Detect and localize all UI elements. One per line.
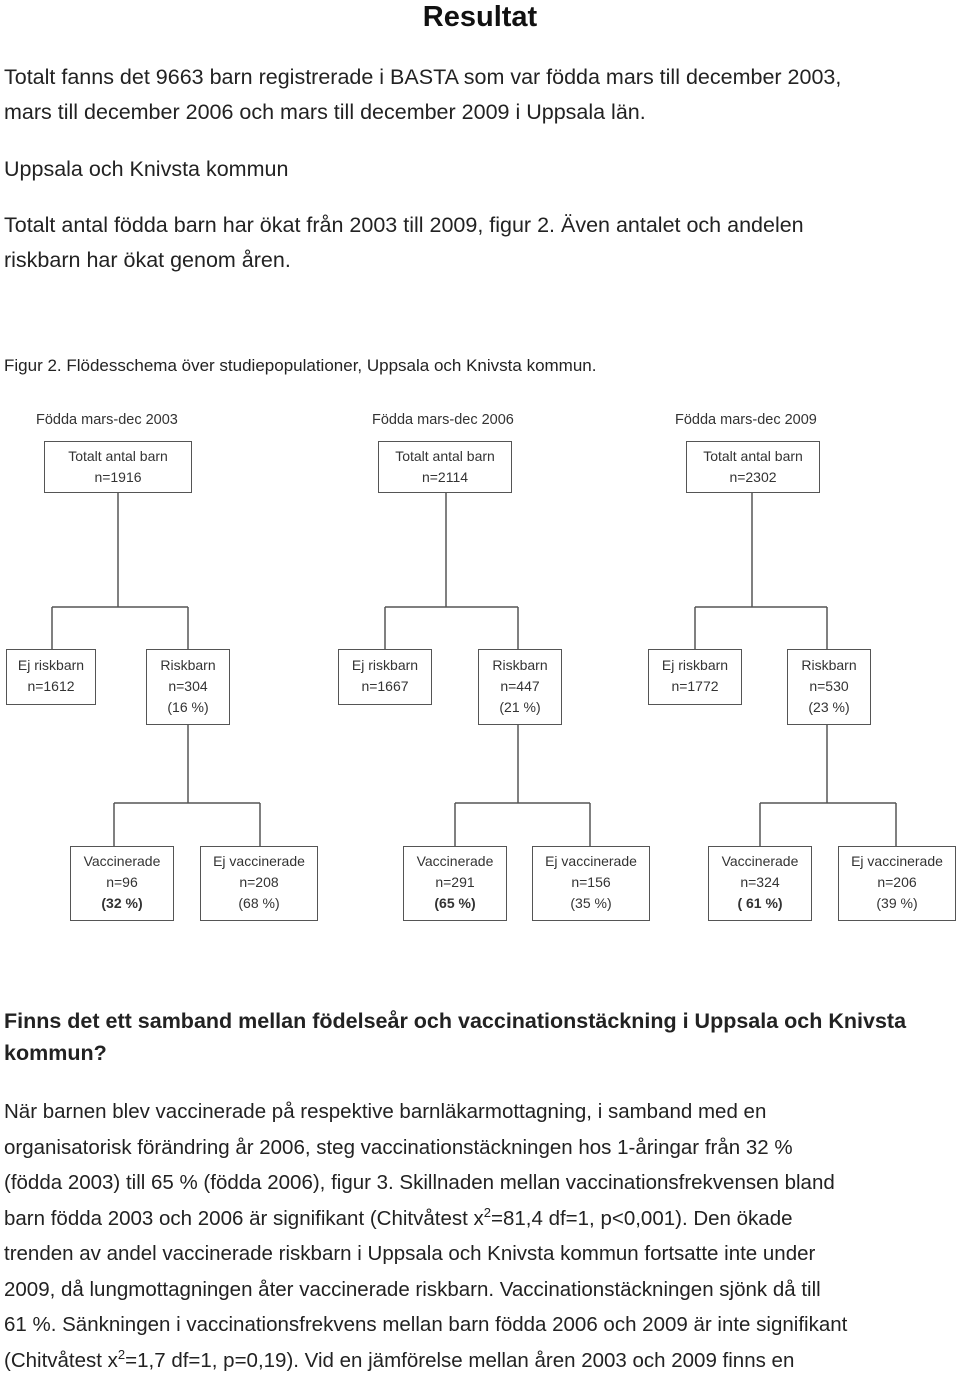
not-vaccinated-count: n=156 xyxy=(533,872,649,893)
no-risk-label: Ej riskbarn xyxy=(649,655,741,676)
total-count: n=2302 xyxy=(687,467,819,488)
intro-paragraph xyxy=(4,60,841,130)
vaccinated-percent: (65 %) xyxy=(404,893,506,914)
vaccinated-label: Vaccinerade xyxy=(709,851,811,872)
group-2006-vaccinated-box xyxy=(403,846,507,921)
results-line-4-pre: barn födda 2003 och 2006 är signifikant (Chitvåtest x xyxy=(4,1207,484,1230)
no-risk-count: n=1612 xyxy=(7,676,95,697)
vaccinated-label: Vaccinerade xyxy=(71,851,173,872)
total-label: Totalt antal barn xyxy=(45,446,191,467)
group-2009-title: Födda mars-dec 2009 xyxy=(675,412,817,428)
intro-line-1: Totalt fanns det 9663 barn registrerade i BASTA som var födda mars till december 2003, xyxy=(4,60,841,95)
results-line-7: 61 %. Sänkningen i vaccinationsfrekvens mellan barn födda 2006 och 2009 är inte signifikant xyxy=(4,1307,847,1343)
group-2009-no-risk-box xyxy=(648,649,742,705)
group-2006-not-vaccinated-box xyxy=(532,846,650,921)
no-risk-count: n=1667 xyxy=(339,676,431,697)
group-2009-vaccinated-box xyxy=(708,846,812,921)
section-heading: Uppsala och Knivsta kommun xyxy=(4,152,288,187)
results-line-5: trenden av andel vaccinerade riskbarn i Uppsala och Knivsta kommun fortsatte inte under xyxy=(4,1236,847,1272)
group-2003-title: Födda mars-dec 2003 xyxy=(36,412,178,428)
not-vaccinated-percent: (39 %) xyxy=(839,893,955,914)
group-2009-total-box xyxy=(686,441,820,493)
results-line-1: När barnen blev vaccinerade på respektive barnläkarmottagning, i samband med en xyxy=(4,1094,847,1130)
results-line-4-superscript: 2 xyxy=(484,1205,491,1220)
figure-caption: Figur 2. Flödesschema över studiepopulationer, Uppsala och Knivsta kommun. xyxy=(4,356,596,376)
no-risk-count: n=1772 xyxy=(649,676,741,697)
summary-paragraph xyxy=(4,208,804,278)
results-line-3: (födda 2003) till 65 % (födda 2006), figur 3. Skillnaden mellan vaccinationsfrekvensen bland xyxy=(4,1165,847,1201)
results-line-8-post: =1,7 df=1, p=0,19). Vid en jämförelse mellan åren 2003 och 2009 finns en xyxy=(125,1349,794,1372)
question-heading-line-1: Finns det ett samband mellan födelseår och vaccinationstäckning i Uppsala och Knivsta xyxy=(4,1005,906,1037)
results-line-2: organisatorisk förändring år 2006, steg vaccinationstäckningen hos 1-åringar från 32 % xyxy=(4,1130,847,1166)
results-line-8 xyxy=(4,1343,847,1378)
risk-percent: (23 %) xyxy=(788,697,870,718)
risk-percent: (21 %) xyxy=(479,697,561,718)
group-2006-risk-box xyxy=(478,649,562,725)
summary-line-1: Totalt antal födda barn har ökat från 2003 till 2009, figur 2. Även antalet och andelen xyxy=(4,208,804,243)
no-risk-label: Ej riskbarn xyxy=(7,655,95,676)
group-2006-no-risk-box xyxy=(338,649,432,705)
results-line-4 xyxy=(4,1201,847,1237)
group-2009-not-vaccinated-box xyxy=(838,846,956,921)
risk-count: n=447 xyxy=(479,676,561,697)
not-vaccinated-percent: (35 %) xyxy=(533,893,649,914)
question-heading-line-2: kommun? xyxy=(4,1037,906,1069)
not-vaccinated-label: Ej vaccinerade xyxy=(839,851,955,872)
total-count: n=1916 xyxy=(45,467,191,488)
vaccinated-label: Vaccinerade xyxy=(404,851,506,872)
results-line-4-post: =81,4 df=1, p<0,001). Den ökade xyxy=(491,1207,792,1230)
question-heading xyxy=(4,1005,906,1069)
group-2003-vaccinated-box xyxy=(70,846,174,921)
group-2003-total-box xyxy=(44,441,192,493)
no-risk-label: Ej riskbarn xyxy=(339,655,431,676)
total-count: n=2114 xyxy=(379,467,511,488)
intro-line-2: mars till december 2006 och mars till december 2009 i Uppsala län. xyxy=(4,95,841,130)
group-2006-title: Födda mars-dec 2006 xyxy=(372,412,514,428)
total-label: Totalt antal barn xyxy=(379,446,511,467)
not-vaccinated-percent: (68 %) xyxy=(201,893,317,914)
vaccinated-count: n=324 xyxy=(709,872,811,893)
group-2006-total-box xyxy=(378,441,512,493)
results-paragraph xyxy=(4,1094,847,1378)
total-label: Totalt antal barn xyxy=(687,446,819,467)
results-line-6: 2009, då lungmottagningen åter vaccinerade riskbarn. Vaccinationstäckningen sjönk då till xyxy=(4,1272,847,1308)
vaccinated-percent: ( 61 %) xyxy=(709,893,811,914)
results-line-8-superscript: 2 xyxy=(118,1347,125,1362)
not-vaccinated-label: Ej vaccinerade xyxy=(533,851,649,872)
results-line-8-pre: (Chitvåtest x xyxy=(4,1349,118,1372)
group-2003-risk-box xyxy=(146,649,230,725)
vaccinated-count: n=96 xyxy=(71,872,173,893)
group-2003-no-risk-box xyxy=(6,649,96,705)
group-2003-not-vaccinated-box xyxy=(200,846,318,921)
page-title: Resultat xyxy=(0,0,960,34)
risk-label: Riskbarn xyxy=(788,655,870,676)
group-2009-risk-box xyxy=(787,649,871,725)
risk-percent: (16 %) xyxy=(147,697,229,718)
vaccinated-percent: (32 %) xyxy=(71,893,173,914)
not-vaccinated-count: n=206 xyxy=(839,872,955,893)
risk-count: n=304 xyxy=(147,676,229,697)
risk-label: Riskbarn xyxy=(147,655,229,676)
vaccinated-count: n=291 xyxy=(404,872,506,893)
not-vaccinated-label: Ej vaccinerade xyxy=(201,851,317,872)
summary-line-2: riskbarn har ökat genom åren. xyxy=(4,243,804,278)
risk-count: n=530 xyxy=(788,676,870,697)
not-vaccinated-count: n=208 xyxy=(201,872,317,893)
risk-label: Riskbarn xyxy=(479,655,561,676)
